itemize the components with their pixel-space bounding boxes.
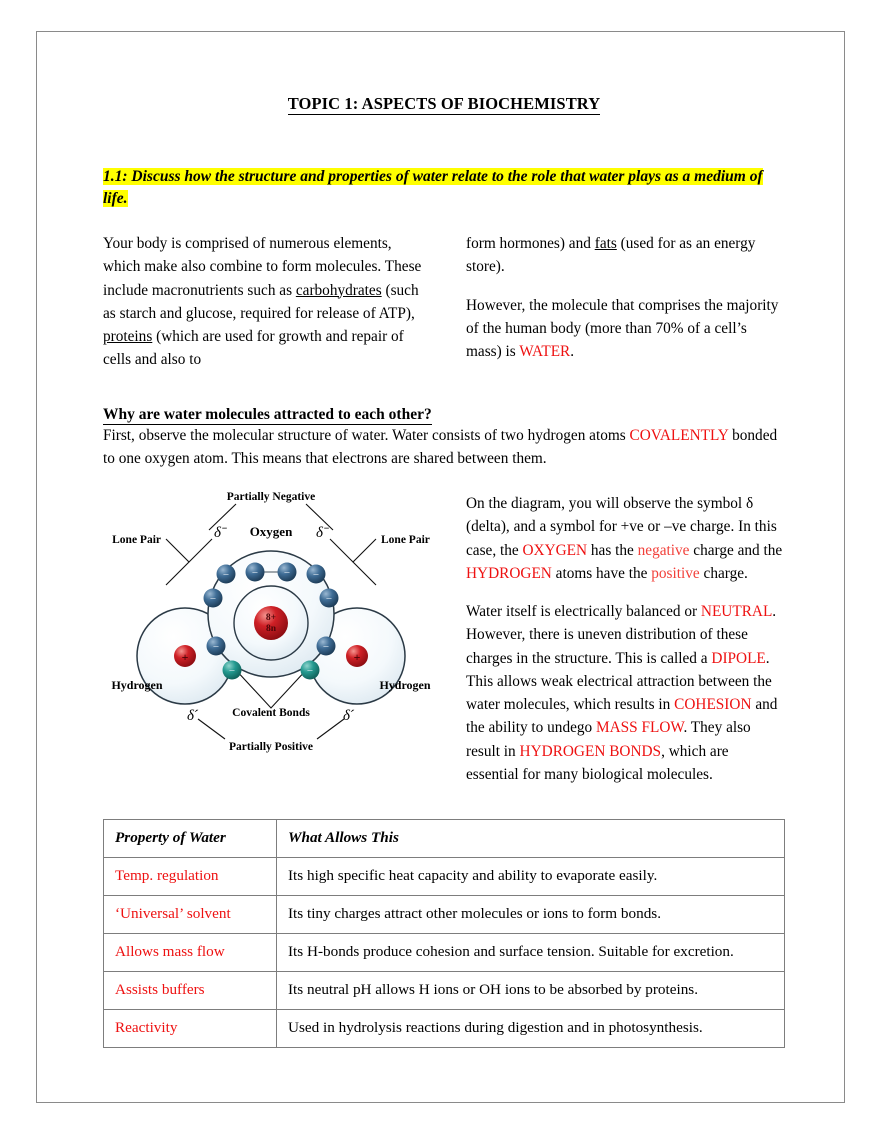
term-mass-flow: MASS FLOW bbox=[596, 719, 684, 737]
dipole-paragraph bbox=[466, 600, 785, 786]
term-hydrogen: HYDROGEN bbox=[466, 564, 552, 582]
table-cell-property: Reactivity bbox=[104, 1010, 277, 1048]
term-fats: fats bbox=[594, 235, 617, 252]
label-partially-negative: Partially Negative bbox=[226, 491, 316, 503]
svg-text:−: − bbox=[325, 593, 333, 605]
page-title bbox=[103, 94, 785, 114]
table-cell-property: Allows mass flow bbox=[104, 934, 277, 972]
label-delta-negative-right: δˉ bbox=[316, 525, 328, 541]
svg-text:−: − bbox=[283, 567, 291, 579]
table-row bbox=[104, 972, 785, 1010]
term-carbohydrates: carbohydrates bbox=[295, 281, 382, 299]
intro-paragraph-left bbox=[103, 232, 422, 372]
delta-text-c: charge and the bbox=[689, 541, 783, 559]
table-cell-reason: Used in hydrolysis reactions during digestion and in photosynthesis. bbox=[277, 1010, 785, 1048]
svg-text:−: − bbox=[228, 665, 236, 677]
label-lone-pair-left: Lone Pair bbox=[112, 534, 161, 546]
intro-paragraph-right-1 bbox=[466, 232, 785, 279]
water-molecule-diagram bbox=[103, 486, 438, 801]
table-row bbox=[104, 934, 785, 972]
term-dipole: DIPOLE bbox=[711, 649, 766, 667]
diagram-side-text bbox=[466, 486, 785, 801]
table-row bbox=[104, 1010, 785, 1048]
intro-right-text-b: (used for as an energy store). bbox=[466, 235, 756, 276]
table-cell-reason: Its tiny charges attract other molecules or ions to form bonds. bbox=[277, 896, 785, 934]
delta-paragraph bbox=[466, 492, 785, 585]
intro-right-text-a: form hormones) and bbox=[466, 235, 595, 252]
intro-right-text-c: However, the molecule that comprises the majority of the human body (more than 70% of a cell’s mass) is bbox=[466, 296, 779, 360]
svg-text:−: − bbox=[209, 593, 217, 605]
section-heading bbox=[103, 406, 785, 424]
hydrogen-left-charge-label: + bbox=[181, 650, 189, 664]
table-cell-reason: Its neutral pH allows H ions or OH ions to be absorbed by proteins. bbox=[277, 972, 785, 1010]
term-cohesion: COHESION bbox=[674, 696, 752, 713]
label-covalent-bonds: Covalent Bonds bbox=[232, 707, 310, 719]
oxygen-nucleus bbox=[254, 606, 288, 640]
table-cell-property: ‘Universal’ solvent bbox=[104, 896, 277, 934]
dipole-text-c: . This allows weak electrical attraction between the water molecules, which results in bbox=[466, 649, 772, 713]
intro-two-column-block bbox=[103, 232, 785, 372]
label-lone-pair-right: Lone Pair bbox=[381, 534, 430, 546]
label-partially-positive: Partially Positive bbox=[229, 741, 313, 753]
intro-left-column bbox=[103, 232, 422, 372]
dipole-text-d: and the ability to undego bbox=[466, 696, 778, 737]
hydrogen-right-charge-label: + bbox=[353, 650, 361, 664]
delta-text-d: atoms have the bbox=[551, 564, 652, 582]
delta-text-e: charge. bbox=[699, 564, 748, 582]
table-cell-reason: Its H-bonds produce cohesion and surface tension. Suitable for excretion. bbox=[277, 934, 785, 972]
term-positive: positive bbox=[651, 564, 700, 582]
table-cell-property: Temp. regulation bbox=[104, 858, 277, 896]
covalent-text-b: bonded to one oxygen atom. This means that electrons are shared between them. bbox=[103, 426, 778, 467]
delta-text-a: On the diagram, you will observe the symbol δ (delta), and a symbol for +ve or –ve charge. In this case, the bbox=[466, 495, 777, 559]
dipole-text-b: . However, there is uneven distribution of these charges in the structure. This is called a bbox=[466, 603, 777, 667]
page-title-text: TOPIC 1: ASPECTS OF BIOCHEMISTRY bbox=[287, 94, 601, 113]
intro-right-column bbox=[466, 232, 785, 372]
label-hydrogen-left: Hydrogen bbox=[111, 678, 163, 692]
learning-objective-text: 1.1: Discuss how the structure and properties of water relate to the role that water plays as a medium of life. bbox=[103, 168, 763, 207]
label-delta-positive-left: δˊ bbox=[187, 708, 199, 724]
water-properties-table bbox=[103, 819, 785, 1048]
label-delta-negative-left: δˉ bbox=[214, 525, 226, 541]
svg-text:−: − bbox=[306, 665, 314, 677]
section-heading-text: Why are water molecules attracted to each other? bbox=[103, 405, 432, 423]
intro-left-text-a: Your body is comprised of numerous elements, which make also combine to form molecules. These include macronutrients such as bbox=[103, 235, 422, 299]
covalent-paragraph bbox=[103, 424, 785, 471]
term-proteins: proteins bbox=[103, 328, 153, 345]
term-neutral: NEUTRAL bbox=[700, 603, 773, 620]
label-oxygen: Oxygen bbox=[249, 524, 293, 539]
svg-text:−: − bbox=[312, 569, 320, 581]
term-hydrogen-bonds: HYDROGEN BONDS bbox=[519, 742, 662, 760]
svg-text:−: − bbox=[222, 569, 230, 581]
intro-right-text-d: . bbox=[570, 343, 575, 360]
leader-lines-positive bbox=[198, 719, 344, 739]
svg-text:−: − bbox=[322, 641, 330, 653]
term-negative: negative bbox=[637, 541, 690, 559]
dipole-text-f: , which are essential for many biological molecules. bbox=[466, 742, 729, 783]
delta-text-b: has the bbox=[587, 541, 638, 559]
dipole-text-e: . They also result in bbox=[466, 719, 751, 760]
label-delta-positive-right: δˊ bbox=[343, 708, 355, 724]
document-content bbox=[103, 94, 785, 1048]
document-page bbox=[36, 31, 845, 1103]
oxygen-neutrons-label: 8n bbox=[265, 624, 277, 634]
svg-text:−: − bbox=[212, 641, 220, 653]
table-row bbox=[104, 858, 785, 896]
covalent-text-a: First, observe the molecular structure of water. Water consists of two hydrogen atoms bbox=[103, 426, 630, 444]
table-header-row bbox=[104, 820, 785, 858]
label-hydrogen-right: Hydrogen bbox=[379, 678, 431, 692]
table-cell-property: Assists buffers bbox=[104, 972, 277, 1010]
svg-text:−: − bbox=[251, 567, 259, 579]
dipole-text-a: Water itself is electrically balanced or bbox=[466, 603, 701, 620]
intro-left-text-c: (which are used for growth and repair of cells and also to bbox=[103, 328, 404, 369]
water-molecule-svg bbox=[103, 486, 438, 756]
column-header-property: Property of Water bbox=[104, 820, 277, 858]
term-water: WATER bbox=[519, 343, 571, 360]
learning-objective bbox=[103, 166, 785, 210]
oxygen-protons-label: 8+ bbox=[265, 613, 277, 623]
term-covalently: COVALENTLY bbox=[629, 426, 729, 444]
term-oxygen: OXYGEN bbox=[522, 541, 588, 559]
column-header-reason: What Allows This bbox=[277, 820, 785, 858]
table-cell-reason: Its high specific heat capacity and ability to evaporate easily. bbox=[277, 858, 785, 896]
table-body bbox=[104, 820, 785, 1048]
intro-paragraph-right-2 bbox=[466, 294, 785, 364]
intro-left-text-b: (such as starch and glucose, required for release of ATP), bbox=[103, 281, 419, 322]
diagram-and-text-row bbox=[103, 486, 785, 801]
table-row bbox=[104, 896, 785, 934]
